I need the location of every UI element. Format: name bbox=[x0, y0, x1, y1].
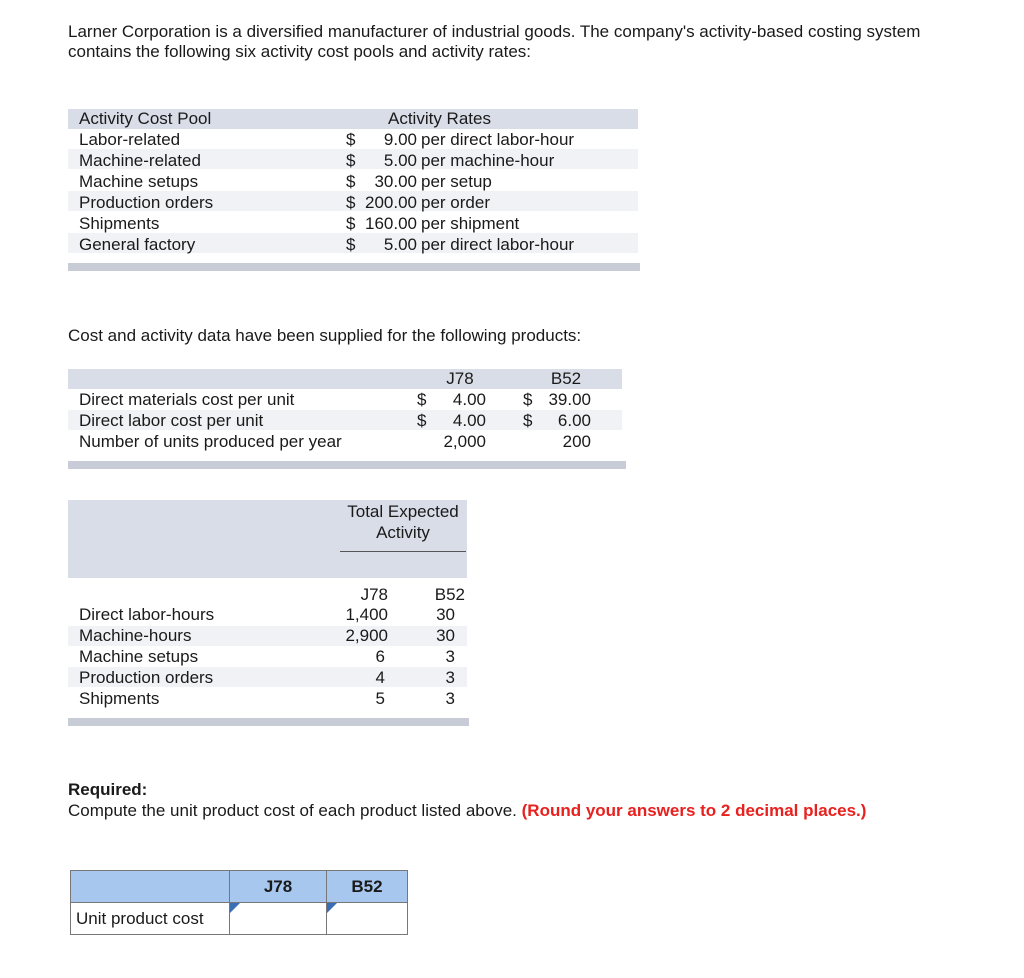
input-marker-icon bbox=[327, 903, 337, 913]
pool-label: Machine setups bbox=[79, 172, 199, 191]
j78-unit-cost-input[interactable] bbox=[230, 903, 327, 935]
answer-header-blank bbox=[71, 871, 230, 903]
col-header-b52: B52 bbox=[434, 585, 465, 604]
j78-value: 4 bbox=[375, 668, 385, 687]
cost-row-label: Direct materials cost per unit bbox=[79, 390, 295, 409]
answer-table-header-row bbox=[71, 871, 408, 903]
answer-table bbox=[70, 870, 408, 935]
activity-row-label: Shipments bbox=[79, 689, 160, 708]
pool-label: General factory bbox=[79, 235, 196, 254]
b52-currency: $ bbox=[523, 390, 533, 409]
rate-amount: 9.00 bbox=[383, 130, 417, 149]
b52-value: 3 bbox=[445, 647, 455, 666]
j78-currency: $ bbox=[417, 411, 427, 430]
header-underline bbox=[340, 551, 466, 552]
b52-unit-cost-input[interactable] bbox=[327, 903, 408, 935]
b52-value: 3 bbox=[445, 689, 455, 708]
activity-table-footer-bar bbox=[68, 263, 640, 271]
rate-amount: 160.00 bbox=[365, 214, 417, 233]
j78-value: 4.00 bbox=[452, 390, 486, 409]
rate-currency: $ bbox=[346, 214, 356, 233]
required-instructions bbox=[68, 801, 898, 821]
answer-row-unit-product-cost bbox=[71, 903, 408, 935]
rate-unit: per shipment bbox=[421, 214, 520, 233]
rate-amount: 30.00 bbox=[374, 172, 417, 191]
rate-currency: $ bbox=[346, 151, 356, 170]
rate-unit: per machine-hour bbox=[421, 151, 555, 170]
cost-row-label: Direct labor cost per unit bbox=[79, 411, 264, 430]
pool-label: Production orders bbox=[79, 193, 214, 212]
b52-value: 30 bbox=[436, 626, 455, 645]
activity-row-label: Machine setups bbox=[79, 647, 199, 666]
cost-table-footer-bar bbox=[68, 461, 626, 469]
activity-row-label: Direct labor-hours bbox=[79, 605, 215, 624]
cost-row-label: Number of units produced per year bbox=[79, 432, 342, 451]
b52-currency: $ bbox=[523, 411, 533, 430]
b52-value: 30 bbox=[436, 605, 455, 624]
required-heading: Required: bbox=[68, 780, 148, 799]
pool-label: Labor-related bbox=[79, 130, 181, 149]
j78-value: 2,000 bbox=[443, 432, 486, 451]
b52-value: 6.00 bbox=[557, 411, 591, 430]
b52-value: 39.00 bbox=[548, 390, 591, 409]
rate-unit: per direct labor-hour bbox=[421, 235, 575, 254]
answer-col-header-b52: B52 bbox=[327, 871, 408, 903]
j78-currency: $ bbox=[417, 390, 427, 409]
col-header-activity-rates: Activity Rates bbox=[388, 109, 491, 128]
required-text: Compute the unit product cost of each product listed above. bbox=[68, 801, 517, 820]
col-header-activity-cost-pool: Activity Cost Pool bbox=[79, 109, 212, 128]
rate-currency: $ bbox=[346, 172, 356, 191]
rate-unit: per direct labor-hour bbox=[421, 130, 575, 149]
col-header-activity: Activity bbox=[376, 523, 430, 542]
pool-label: Shipments bbox=[79, 214, 160, 233]
activity-row-label: Machine-hours bbox=[79, 626, 192, 645]
input-marker-icon bbox=[230, 903, 240, 913]
col-header-j78: J78 bbox=[360, 585, 388, 604]
col-header-total-expected: Total Expected bbox=[347, 502, 459, 521]
j78-value: 6 bbox=[375, 647, 385, 666]
col-header-b52: B52 bbox=[550, 369, 582, 388]
rate-amount: 5.00 bbox=[383, 235, 417, 254]
activity-row-label: Production orders bbox=[79, 668, 214, 687]
j78-value: 2,900 bbox=[345, 626, 388, 645]
rate-unit: per setup bbox=[421, 172, 492, 191]
answer-row-label: Unit product cost bbox=[71, 903, 230, 935]
answer-col-header-j78: J78 bbox=[230, 871, 327, 903]
rate-currency: $ bbox=[346, 130, 356, 149]
rate-currency: $ bbox=[346, 235, 356, 254]
rate-amount: 5.00 bbox=[383, 151, 417, 170]
cost-intro: Cost and activity data have been supplied for the following products: bbox=[68, 326, 582, 345]
col-header-j78: J78 bbox=[446, 369, 474, 388]
rounding-note: (Round your answers to 2 decimal places.) bbox=[521, 801, 867, 820]
b52-value: 3 bbox=[445, 668, 455, 687]
intro-paragraph: Larner Corporation is a diversified manufacturer of industrial goods. The company's activity-based costing system contains the following six activity cost pools and activity rates: bbox=[68, 22, 921, 61]
rate-currency: $ bbox=[346, 193, 356, 212]
j78-value: 4.00 bbox=[452, 411, 486, 430]
j78-value: 1,400 bbox=[345, 605, 388, 624]
j78-value: 5 bbox=[375, 689, 385, 708]
activity-data-footer-bar bbox=[68, 718, 469, 726]
rate-unit: per order bbox=[421, 193, 490, 212]
b52-value: 200 bbox=[562, 432, 591, 451]
rate-amount: 200.00 bbox=[365, 193, 417, 212]
pool-label: Machine-related bbox=[79, 151, 201, 170]
